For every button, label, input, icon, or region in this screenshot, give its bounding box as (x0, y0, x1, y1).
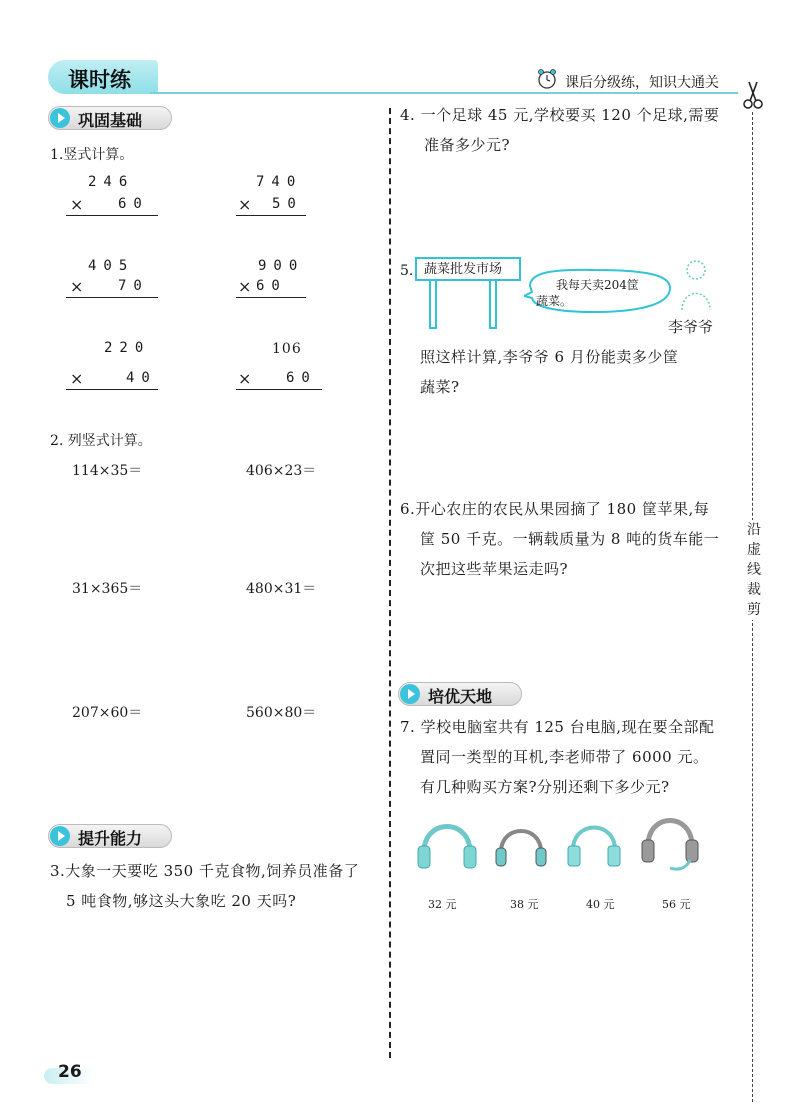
q6-line-1: 6.开心农庄的农民从果园摘了 180 筐苹果,每 (400, 500, 710, 518)
q1-p3-top: 405 (88, 258, 135, 274)
times-sign: × (70, 369, 84, 388)
q1-label: 1.竖式计算。 (50, 147, 134, 163)
times-sign: × (70, 277, 84, 296)
q1-p2-top: 740 (256, 174, 303, 190)
grandpa-icon (676, 258, 716, 314)
cut-label: 沿 虚 线 裁 剪 (743, 520, 765, 620)
person-name: 李爷爷 (668, 318, 714, 336)
q6-line-2: 筐 50 千克。一辆载质量为 8 吨的货车能一 (420, 530, 720, 548)
q5-line-2: 蔬菜? (420, 378, 460, 396)
q2-item: 207×60＝ (72, 705, 143, 721)
section-improve-label: 提升能力 (78, 829, 143, 848)
answer-line (66, 389, 158, 390)
answer-line (236, 297, 306, 298)
q1-p4-bottom: 60 (256, 278, 287, 294)
answer-line (236, 215, 306, 216)
q5-number: 5. (400, 263, 414, 279)
price-label: 38 元 (510, 898, 539, 911)
q2-item: 480×31＝ (246, 581, 317, 597)
column-divider (389, 108, 391, 1058)
page-title: 课时练 (68, 68, 131, 92)
headphones-icon (494, 820, 548, 870)
play-icon (50, 108, 70, 128)
times-sign: × (238, 277, 252, 296)
header-rule (150, 92, 738, 94)
page-number: 26 (58, 1062, 82, 1082)
answer-line (66, 215, 158, 216)
q7-line-1: 7. 学校电脑室共有 125 台电脑,现在要全部配 (400, 718, 715, 736)
q1-p6-bottom: 60 (286, 370, 317, 386)
q3-line-1: 3.大象一天要吃 350 千克食物,饲养员准备了 (50, 862, 360, 880)
play-icon (400, 684, 420, 704)
q2-item: 114×35＝ (72, 463, 143, 479)
price-label: 32 元 (428, 898, 457, 911)
q7-line-3: 有几种购买方案?分别还剩下多少元? (420, 778, 670, 796)
q2-item: 406×23＝ (246, 463, 317, 479)
q5-line-1: 照这样计算,李爷爷 6 月份能卖多少筐 (420, 348, 679, 366)
q1-p3-bottom: 70 (118, 278, 149, 294)
q1-p1-bottom: 60 (118, 196, 149, 212)
market-sign-text: 蔬菜批发市场 (424, 262, 503, 277)
headphones-icon (416, 812, 478, 872)
alarm-clock-icon (536, 68, 558, 90)
q2-item: 31×365＝ (72, 581, 143, 597)
q4-line-1: 4. 一个足球 45 元,学校要买 120 个足球,需要 (400, 106, 720, 124)
q4-line-2: 准备多少元? (424, 136, 511, 154)
q1-p5-bottom: 40 (126, 370, 157, 386)
headset-icon (640, 808, 700, 874)
bubble-line-1: 我每天卖204筐 (556, 278, 639, 292)
answer-line (236, 389, 322, 390)
section-advanced-label: 培优天地 (428, 687, 493, 706)
price-label: 56 元 (662, 898, 691, 911)
times-sign: × (238, 195, 252, 214)
q1-p4-top: 900 (258, 258, 305, 274)
q2-item: 560×80＝ (246, 705, 317, 721)
q6-line-3: 次把这些苹果运走吗? (420, 560, 569, 578)
answer-line (66, 297, 158, 298)
headphones-icon (566, 816, 622, 870)
q1-p6-top: 106 (272, 341, 302, 357)
q7-line-2: 置同一类型的耳机,李老师带了 6000 元。 (420, 748, 709, 766)
section-basic-label: 巩固基础 (78, 111, 143, 130)
bubble-line-2: 蔬菜。 (536, 294, 573, 308)
q1-p1-top: 246 (88, 174, 135, 190)
q2-label: 2. 列竖式计算。 (50, 433, 152, 449)
header-slogan: 课后分级练，知识大通关 (565, 75, 719, 91)
play-icon (50, 826, 70, 846)
scissors-icon (742, 80, 764, 110)
times-sign: × (70, 195, 84, 214)
price-label: 40 元 (586, 898, 615, 911)
q1-p2-bottom: 50 (272, 196, 303, 212)
q3-line-2: 5 吨食物,够这头大象吃 20 天吗? (66, 892, 297, 910)
times-sign: × (238, 369, 252, 388)
q1-p5-top: 220 (104, 340, 151, 356)
